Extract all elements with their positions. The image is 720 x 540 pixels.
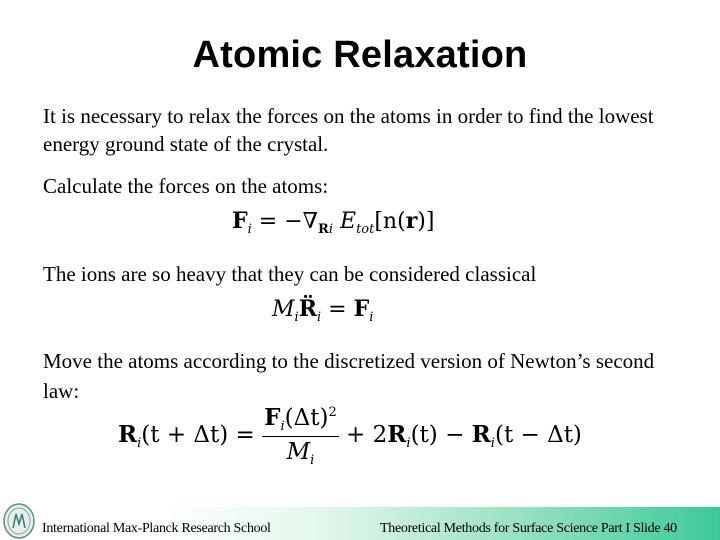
equation-newton: $M_iR̈_i = F_i$ <box>272 296 374 325</box>
slide-title: Atomic Relaxation <box>192 34 528 76</box>
paragraph-classical: The ions are so heavy that they can be considered classical <box>43 262 537 286</box>
paragraph-calculate: Calculate the forces on the atoms: <box>43 174 329 198</box>
equation-verlet: $R_i(t + \Delta t)$ = $\frac{F_i(\Delta t)^2}{M_i}$ + $2R_i(t) - R_i(t - \Delta t)$ <box>118 404 582 468</box>
footer-right-text: Theoretical Methods for Surface Science Part I Slide 40 <box>380 521 677 536</box>
footer-bar <box>0 507 720 540</box>
fraction: $\frac{F_i(\Delta t)^2}{M_i}$ <box>264 404 337 468</box>
max-planck-logo-icon <box>2 502 36 540</box>
paragraph-relax: It is necessary to relax the forces on the atoms in order to find the lowest energy ground state of the crystal. <box>43 104 654 156</box>
equation-force: $F_i = -\nabla_{Ri}$ $E_{tot}[n(r)]$ <box>232 208 435 237</box>
footer-left-text: International Max-Planck Research School <box>42 521 271 536</box>
paragraph-move: Move the atoms according to the discretized version of Newton’s second law: <box>43 349 655 403</box>
